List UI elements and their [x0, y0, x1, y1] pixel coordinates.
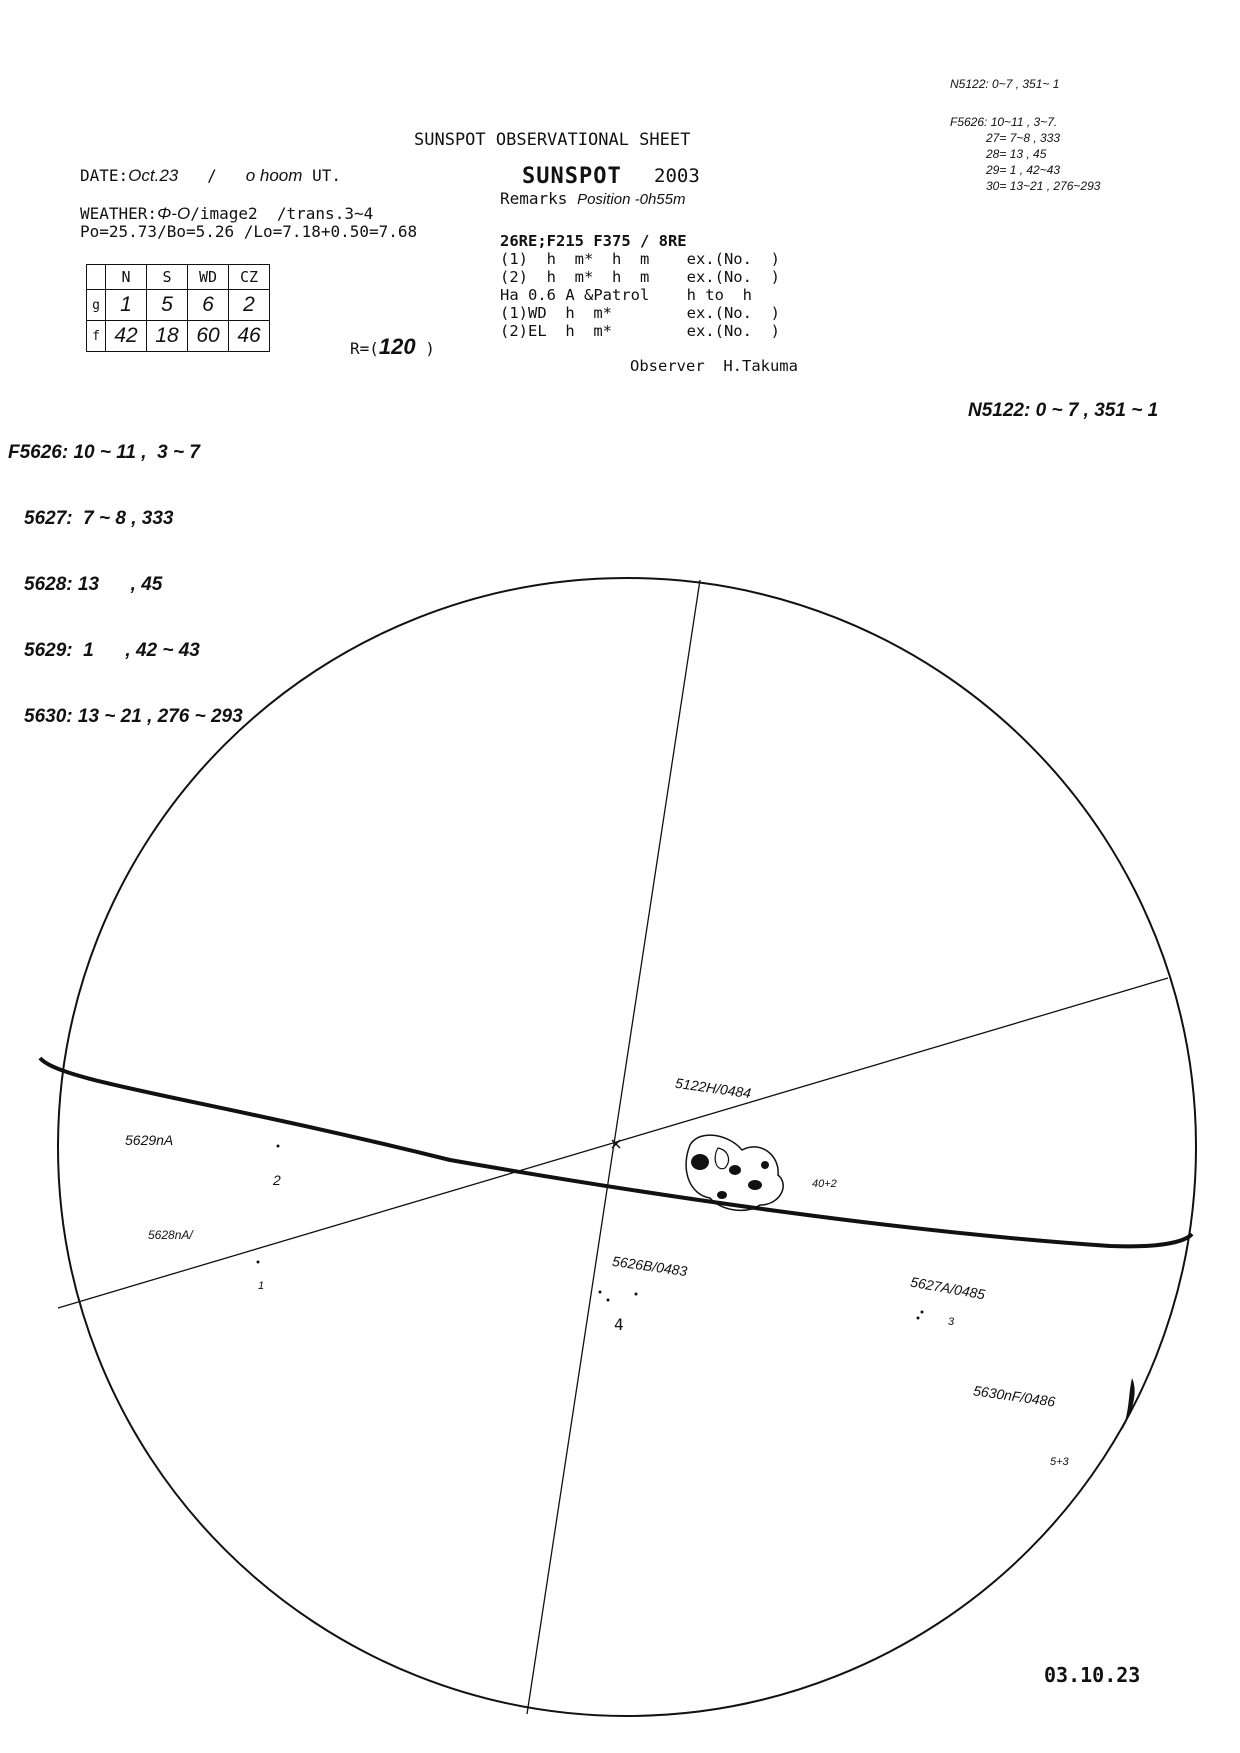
- sheet-title: SUNSPOT OBSERVATIONAL SHEET: [414, 130, 691, 150]
- f-cz: 46: [229, 321, 270, 352]
- umbra: [748, 1180, 762, 1190]
- note-line: F5626: 10~11 , 3~7.: [950, 115, 1058, 129]
- col-cz: CZ: [229, 265, 270, 290]
- umbra: [729, 1165, 741, 1175]
- solar-disk: [58, 578, 1196, 1716]
- remarks-line: (2)EL h m* ex.(No. ): [500, 322, 780, 340]
- spot-5627: [917, 1317, 920, 1320]
- r-close: ): [425, 339, 435, 358]
- g-wd: 6: [188, 290, 229, 321]
- row-g-label: g: [87, 290, 106, 321]
- count-5122: 40+2: [812, 1178, 837, 1190]
- date-time: o hoom: [245, 166, 303, 185]
- remarks-label: Remarks: [500, 189, 568, 208]
- date-value: Oct.23: [128, 166, 179, 185]
- g-n: 1: [106, 290, 147, 321]
- label-5627: 5627A/0485: [909, 1273, 987, 1303]
- row-f-label: f: [87, 321, 106, 352]
- umbra: [761, 1161, 769, 1169]
- param-po: Po=25.73: [80, 222, 158, 241]
- spot-5626: [607, 1299, 610, 1302]
- note-line: 30= 13~21 , 276~293: [986, 179, 1101, 193]
- note-line: 5627: 7 ~ 8 , 333: [24, 508, 174, 529]
- count-5630: 5+3: [1050, 1456, 1069, 1468]
- f-n: 42: [106, 321, 147, 352]
- equator-curve: [40, 1058, 1192, 1246]
- spot-5626: [635, 1293, 638, 1296]
- weather-value: Φ-O: [157, 204, 191, 223]
- note-line: 27= 7~8 , 333: [986, 131, 1061, 145]
- note-line: 5629: 1 , 42 ~ 43: [24, 640, 200, 661]
- note-line: N5122: 0~7 , 351~ 1: [950, 77, 1060, 91]
- spot-5626: [599, 1291, 602, 1294]
- observer: Observer H.Takuma: [630, 357, 798, 375]
- remarks-line: 26RE;F215 F375 / 8RE: [500, 232, 687, 250]
- date-stamp: 03.10.23: [1044, 1663, 1141, 1687]
- remarks-line: (1)WD h m* ex.(No. ): [500, 304, 780, 322]
- remarks-line: Ha 0.6 A &Patrol h to h: [500, 286, 752, 304]
- note-line: 28= 13 , 45: [986, 147, 1047, 161]
- f-s: 18: [147, 321, 188, 352]
- spot-5629: [277, 1145, 280, 1148]
- col-n: N: [106, 265, 147, 290]
- count-5627: 3: [948, 1316, 955, 1328]
- note-line: F5626: 10 ~ 11 , 3 ~ 7: [8, 442, 200, 463]
- note-line: 29= 1 , 42~43: [986, 163, 1061, 177]
- remarks-line: (2) h m* h m ex.(No. ): [500, 268, 780, 286]
- date-separator: /: [207, 166, 217, 185]
- penumbra-outline: [715, 1148, 728, 1169]
- remarks-line: (1) h m* h m ex.(No. ): [500, 250, 780, 268]
- r-value: 120: [378, 334, 416, 359]
- disk-center-mark: [612, 1140, 620, 1148]
- label-5626: 5626B/0483: [611, 1252, 689, 1280]
- remarks-note: Position -0h55m: [577, 191, 686, 208]
- param-bo: /Bo=5.26: [157, 222, 235, 241]
- count-5626: 4: [614, 1315, 624, 1334]
- col-s: S: [147, 265, 188, 290]
- count-5628: 1: [258, 1280, 265, 1292]
- label-5629: 5629nA: [125, 1132, 174, 1148]
- date-unit: UT.: [312, 166, 341, 185]
- weather-image: /image2: [190, 204, 258, 223]
- spot-5628: [257, 1261, 260, 1264]
- param-lo: /Lo=7.18+0.50=7.68: [243, 222, 418, 241]
- weather-label: WEATHER:: [80, 204, 158, 223]
- f-wd: 60: [188, 321, 229, 352]
- label-5630: 5630nF/0486: [972, 1382, 1057, 1410]
- umbra: [691, 1154, 709, 1170]
- g-cz: 2: [229, 290, 270, 321]
- count-5629: 2: [273, 1172, 281, 1188]
- umbra: [717, 1191, 727, 1199]
- right-note: N5122: 0 ~ 7 , 351 ~ 1: [968, 400, 1159, 421]
- sheet-year: 2003: [654, 165, 700, 187]
- label-5628: 5628nA/: [148, 1228, 193, 1242]
- date-label: DATE:: [80, 166, 129, 185]
- label-5122: 5122H/0484: [674, 1074, 753, 1102]
- col-wd: WD: [188, 265, 229, 290]
- sunspot-brand: SUNSPOT: [522, 164, 622, 189]
- note-line: 5628: 13 , 45: [24, 574, 163, 595]
- weather-trans: /trans.3~4: [276, 204, 374, 223]
- spot-5627: [921, 1311, 924, 1314]
- r-label: R=(: [350, 339, 379, 358]
- note-line: 5630: 13 ~ 21 , 276 ~ 293: [24, 706, 243, 727]
- g-s: 5: [147, 290, 188, 321]
